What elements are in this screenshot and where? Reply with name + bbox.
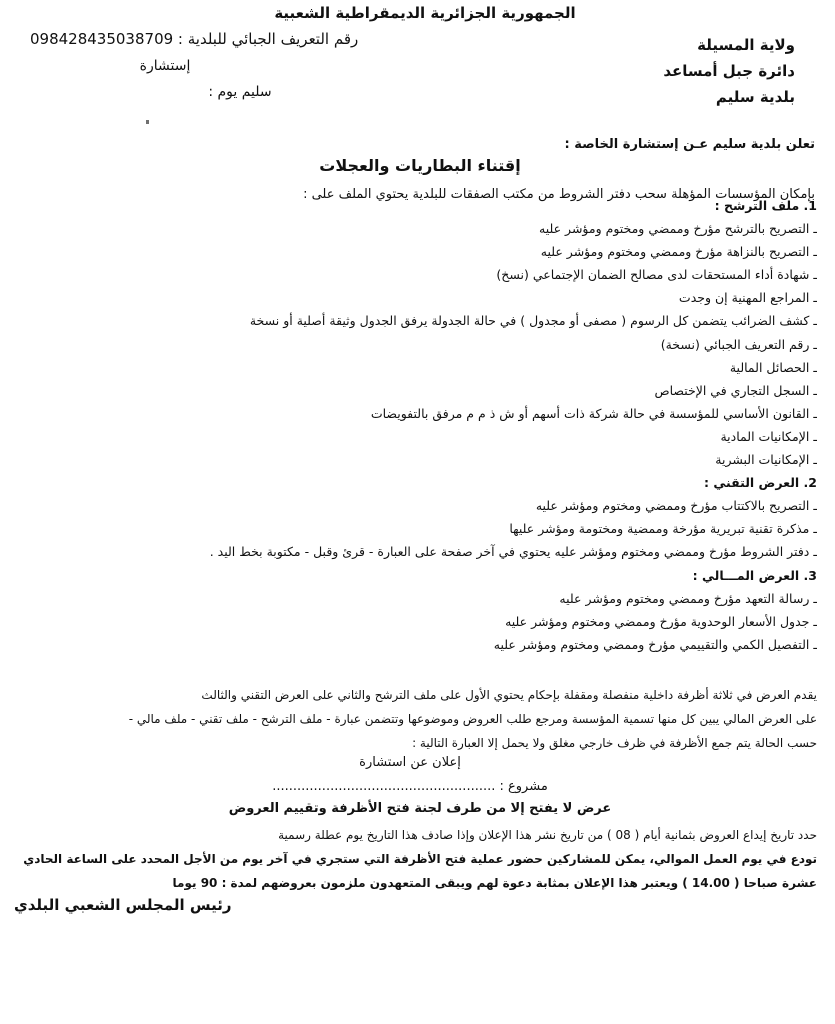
submission-line-3: حسب الحالة يتم جمع الأظرفة في ظرف خارجي مغلق ولا يحمل إلا العبارة التالية : [412,736,817,750]
scan-speck [146,120,149,124]
doc-type-label: إستشارة [139,58,191,74]
date-line: سليم يوم : [208,84,272,100]
announcement-title: إقتناء البطاريات والعجلات [319,156,521,175]
tax-id: رقم التعريف الجبائي للبلدية : 098428435038709 [30,30,359,48]
announcement-intro: تعلن بلدية سليم عـن إستشارة الخاصة : [564,137,815,152]
list-item: ـ كشف الضرائب يتضمن كل الرسوم ( مصفى أو مجدول ) في حالة الجدولة يرفق الجدول وثيقة أصلية أو نسخة [249,313,817,329]
deadline-line-3: عشرة صباحا ( 14.00 ) ويعتبر هذا الإعلان بمثابة دعوة لهم ويبقى المتعهدون ملزمون بعروضهم لمدة : 90 يوما [172,876,817,890]
submission-envelope-label: إعلان عن استشارة [359,755,461,770]
list-item: ـ شهادة أداء المستحقات لدى مصالح الضمان الإجتماعي (نسخ) [496,267,817,283]
republic-title: الجمهورية الجزائرية الديمقراطية الشعبية [274,4,576,22]
municipality-name: بلدية سليم [715,88,795,106]
list-item: ـ رقم التعريف الجبائي (نسخة) [660,336,817,352]
list-item: ـ الإمكانيات البشرية [715,452,817,468]
list-item: ـ التصريح بالنزاهة مؤرخ وممضي ومختوم ومؤشر عليه [540,244,817,260]
section-header-technical: 2. العرض التقني : [704,475,817,491]
province-name: ولاية المسيلة [697,36,795,54]
list-item: ـ الحصائل المالية [729,359,817,375]
list-item: ـ رسالة التعهد مؤرخ وممضي ومختوم ومؤشر عليه [559,590,817,606]
list-item: ـ السجل التجاري في الإختصاص [654,382,817,398]
list-item: ـ التصريح بالاكتتاب مؤرخ وممضي ومختوم ومؤشر عليه [535,498,817,514]
list-item: ـ جدول الأسعار الوحدوية مؤرخ وممضي ومختوم ومؤشر عليه [505,613,817,629]
envelope-notice: عرض لا يفتح إلا من طرف لجنة فتح الأظرفة وتقييم العروض [228,801,612,816]
submission-line-2: على العرض المالي يبين كل منها تسمية المؤسسة ومرجع طلب العروض وموضوعها وتتضمن عبارة - ملف الترشح - ملف تقني - ملف مالي - [128,712,817,726]
signature-title: رئيس المجلس الشعبي البلدي [14,896,232,914]
list-item: ـ التفصيل الكمي والتقييمي مؤرخ وممضي ومختوم ومؤشر عليه [493,636,817,652]
deadline-line-1: حدد تاريخ إيداع العروض بثمانية أيام ( 08 ) من تاريخ نشر هذا الإعلان وإذا صادف هذا التاريخ يوم عطلة رسمية [278,828,817,842]
district-name: دائرة جبل أمساعد [663,62,795,80]
list-item: ـ دفتر الشروط مؤرخ وممضي ومختوم ومؤشر عليه يحتوي في آخر صفحة على العبارة - قرئ وقبل - مكتوبة بخط اليد . [209,544,817,560]
list-item: ـ القانون الأساسي للمؤسسة في حالة شركة ذات أسهم أو ش ذ م م مرفق بالتفويضات [370,405,817,421]
announcement-lead: بإمكان المؤسسات المؤهلة سحب دفتر الشروط من مكتب الصفقات للبلدية يحتوي الملف على : [303,187,815,202]
deadline-line-2: تودع في يوم العمل الموالي، يمكن للمشاركين حضور عملية فتح الأظرفة التي ستجري في آخر يوم من الأجل المحدد على الساعة الحادي [23,852,817,866]
section-header-candidacy: 1. ملف الترشح : [714,198,817,213]
project-line: مشروع : ...................................................... [272,779,548,794]
list-item: ـ التصريح بالترشح مؤرخ وممضي ومختوم ومؤشر عليه [539,221,817,237]
list-item: ـ الإمكانيات المادية [720,428,817,444]
section-header-financial: 3. العرض المـــالي : [692,567,817,583]
list-item: ـ مذكرة تقنية تبريرية مؤرخة وممضية ومختومة ومؤشر عليها [509,521,817,537]
submission-line-1: يقدم العرض في ثلاثة أظرفة داخلية منفصلة ومقفلة بإحكام يحتوي الأول على ملف الترشح والثاني على العرض التقني والثالث [201,688,817,702]
list-item: ـ المراجع المهنية إن وجدت [678,290,817,306]
requirements-list [17,194,817,656]
